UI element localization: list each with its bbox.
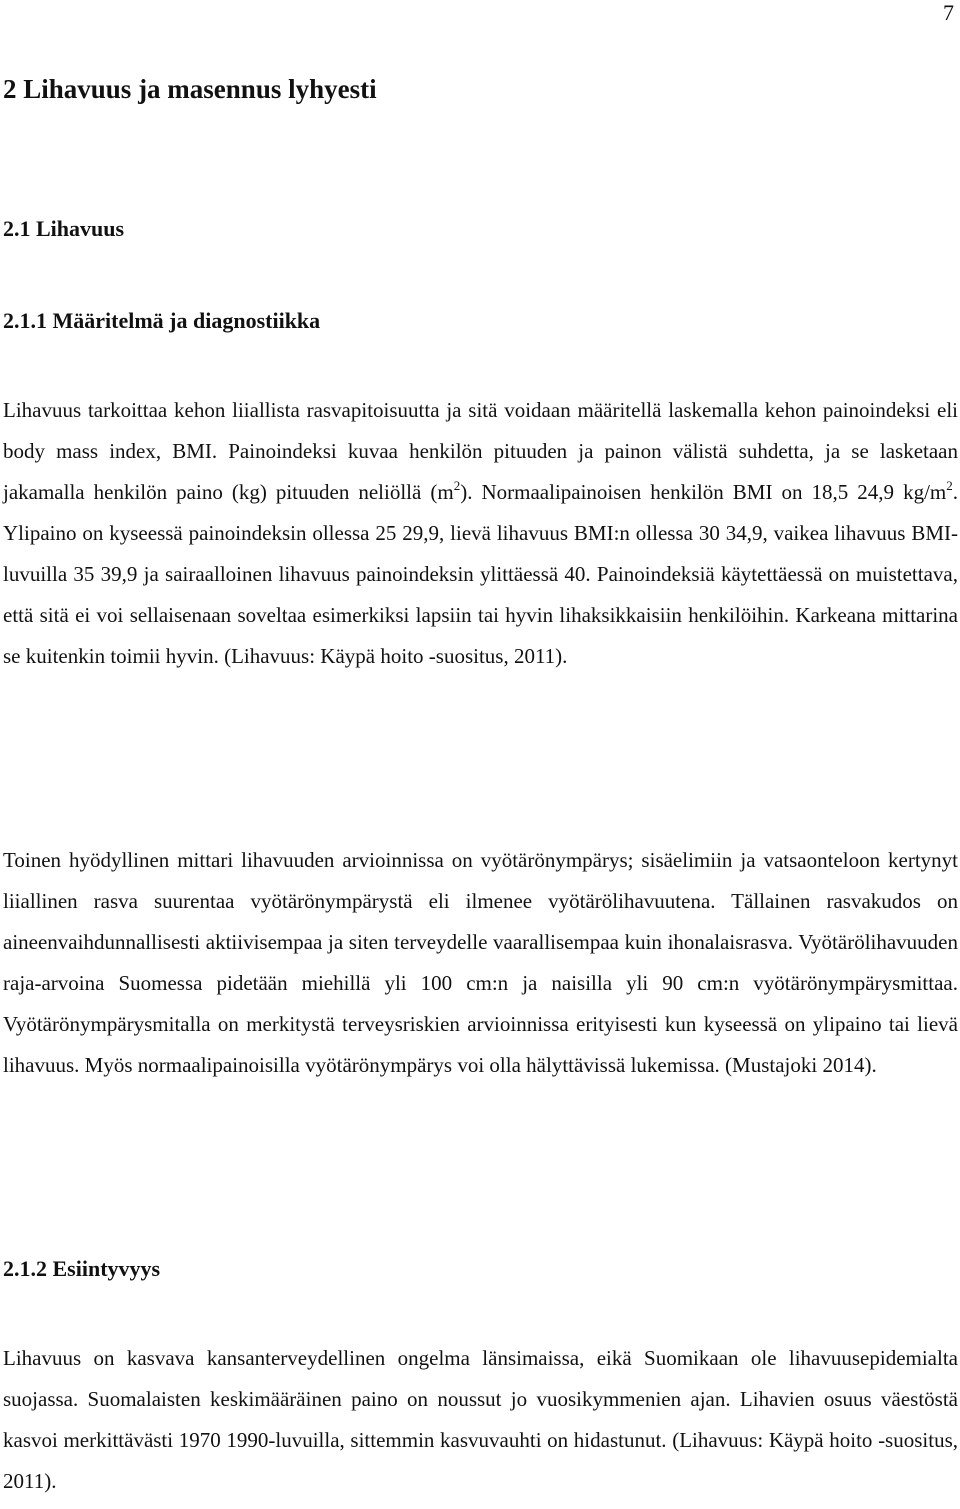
superscript: 2 [453,478,461,493]
page-number: 7 [943,0,954,25]
paragraph-waist-circumference: Toinen hyödyllinen mittari lihavuuden arvioinnissa on vyötärönympärys; sisäelimiin ja vatsaonteloon kertynyt liiallinen rasva suurentaa vyötärönympärystä eli ilmenee vyötärölihavuutena. Tällainen rasvakudos on aineenvaihdunnallisesti aktiivisempaa ja siten terveydelle vaarallisempaa kuin ihonalaisrasva. Vyötärölihavuuden raja-arvoina Suomessa pidetään miehillä yli 100 cm:n ja naisilla yli 90 cm:n vyötärönympärysmittaa. Vyötärönympärysmitalla on merkitystä terveysriskien arvioinnissa erityisesti kun kyseessä on ylipaino tai lievä lihavuus. Myös normaalipainoisilla vyötärönympärys voi olla hälyttävissä lukemissa. (Mustajoki 2014). [3,848,958,1077]
chapter-heading: 2 Lihavuus ja masennus lyhyesti [3,74,377,104]
subsection-heading-definition: 2.1.1 Määritelmä ja diagnostiikka [3,308,321,333]
paragraph-definition [3,390,958,677]
paragraph-text: . Ylipaino on kyseessä painoindeksin ollessa 25 29,9, lievä lihavuus BMI:n ollessa 30 34,9, vaikea lihavuus BMI-luvuilla 35 39,9 ja sairaalloinen lihavuus painoindeksin ylittäessä 40. Painoindeksiä käytettäessä on muistettava, että sitä ei voi sellaisenaan soveltaa esimerkiksi lapsiin tai hyvin lihaksikkaisiin henkilöihin. Karkeana mittarina se kuitenkin toimii hyvin. (Lihavuus: Käypä hoito -suositus, 2011). [3,480,958,668]
paragraph-prevalence: Lihavuus on kasvava kansanterveydellinen ongelma länsimaissa, eikä Suomikaan ole lihavuusepidemialta suojassa. Suomalaisten keskimääräinen paino on noussut jo vuosikymmenien ajan. Lihavien osuus väestöstä kasvoi merkittävästi 1970 1990-luvuilla, sittemmin kasvuvauhti on hidastunut. (Lihavuus: Käypä hoito -suositus, 2011). [3,1346,958,1493]
paragraph-text: ). Normaalipainoisen henkilön BMI on 18,5 24,9 kg/m [460,480,947,504]
section-heading: 2.1 Lihavuus [3,216,125,241]
subsection-heading-prevalence: 2.1.2 Esiintyvyys [3,1256,161,1281]
paragraph-text: Lihavuus tarkoittaa kehon liiallista rasvapitoisuutta ja sitä voidaan määritellä laskemalla kehon painoindeksi eli body mass index, BMI. Painoindeksi kuvaa henkilön pituuden ja painon välistä suhdetta, ja se lasketaan jakamalla henkilön paino (kg) pituuden neliöllä (m [3,398,958,504]
superscript: 2 [946,478,953,493]
